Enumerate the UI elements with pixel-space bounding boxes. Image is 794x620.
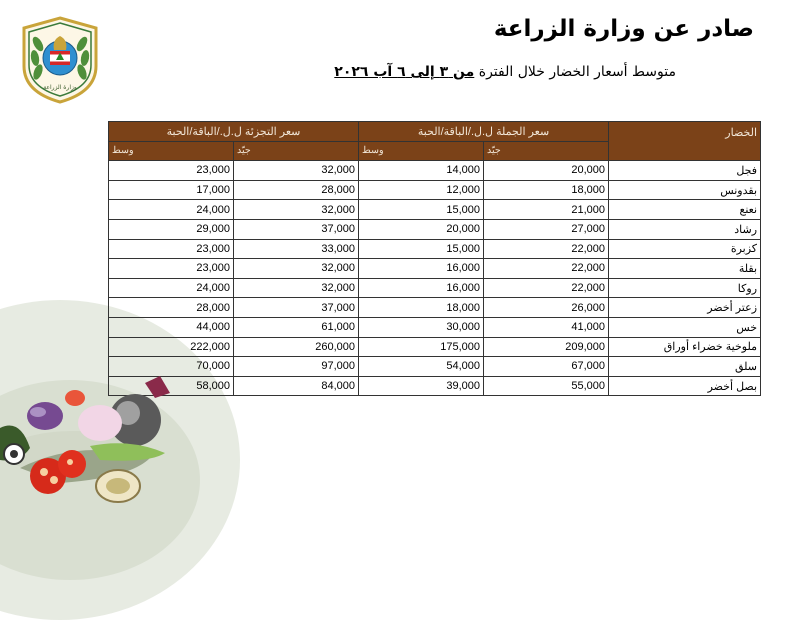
wholesale-medium-header: وسط bbox=[359, 141, 484, 161]
retail-good-header: جيّد bbox=[234, 141, 359, 161]
table-row bbox=[109, 298, 761, 318]
retail-price-header: سعر التجزئة ل.ل./الباقة/الحبة bbox=[109, 122, 359, 142]
table-row bbox=[109, 219, 761, 239]
logo-caption: وزارة الزراعة bbox=[43, 84, 77, 91]
retail-good-cell: 28,000 bbox=[234, 180, 359, 200]
table-group-header-row bbox=[109, 122, 761, 142]
vegetable-name-cell: بقلة bbox=[609, 259, 761, 279]
retail-good-cell: 33,000 bbox=[234, 239, 359, 259]
retail-medium-cell: 28,000 bbox=[109, 298, 234, 318]
vegetable-name-cell: كزبرة bbox=[609, 239, 761, 259]
vegetables-illustration bbox=[0, 368, 220, 536]
wholesale-medium-cell: 12,000 bbox=[359, 180, 484, 200]
table-row bbox=[109, 239, 761, 259]
wholesale-good-cell: 22,000 bbox=[484, 259, 609, 279]
table-row bbox=[109, 180, 761, 200]
retail-medium-cell: 23,000 bbox=[109, 259, 234, 279]
retail-medium-header: وسط bbox=[109, 141, 234, 161]
vegetable-name-cell: بصل أخضر bbox=[609, 376, 761, 396]
retail-good-cell: 37,000 bbox=[234, 219, 359, 239]
wholesale-good-cell: 21,000 bbox=[484, 200, 609, 220]
vegetable-name-cell: خس bbox=[609, 317, 761, 337]
page-title: صادر عن وزارة الزراعة bbox=[493, 16, 754, 42]
wholesale-good-header: جيّد bbox=[484, 141, 609, 161]
retail-medium-cell: 29,000 bbox=[109, 219, 234, 239]
table-row bbox=[109, 278, 761, 298]
vegetable-name-cell: ملوخية خضراء أوراق bbox=[609, 337, 761, 357]
vegetable-name-cell: زعتر أخضر bbox=[609, 298, 761, 318]
retail-medium-cell: 23,000 bbox=[109, 239, 234, 259]
retail-medium-cell: 17,000 bbox=[109, 180, 234, 200]
retail-medium-cell: 44,000 bbox=[109, 317, 234, 337]
wholesale-good-cell: 41,000 bbox=[484, 317, 609, 337]
retail-good-cell: 84,000 bbox=[234, 376, 359, 396]
wholesale-good-cell: 22,000 bbox=[484, 239, 609, 259]
wholesale-good-cell: 22,000 bbox=[484, 278, 609, 298]
retail-good-cell: 97,000 bbox=[234, 357, 359, 377]
wholesale-good-cell: 27,000 bbox=[484, 219, 609, 239]
table-row bbox=[109, 161, 761, 181]
wholesale-good-cell: 55,000 bbox=[484, 376, 609, 396]
retail-medium-cell: 24,000 bbox=[109, 278, 234, 298]
table-row bbox=[109, 337, 761, 357]
retail-good-cell: 32,000 bbox=[234, 200, 359, 220]
retail-good-cell: 37,000 bbox=[234, 298, 359, 318]
retail-medium-cell: 58,000 bbox=[109, 376, 234, 396]
retail-good-cell: 61,000 bbox=[234, 317, 359, 337]
retail-good-cell: 32,000 bbox=[234, 161, 359, 181]
vegetable-name-cell: بقدونس bbox=[609, 180, 761, 200]
wholesale-medium-cell: 16,000 bbox=[359, 278, 484, 298]
wholesale-medium-cell: 14,000 bbox=[359, 161, 484, 181]
wholesale-medium-cell: 54,000 bbox=[359, 357, 484, 377]
wholesale-medium-cell: 16,000 bbox=[359, 259, 484, 279]
table-row bbox=[109, 259, 761, 279]
vegetable-name-cell: سلق bbox=[609, 357, 761, 377]
retail-medium-cell: 23,000 bbox=[109, 161, 234, 181]
vegetable-name-cell: رشاد bbox=[609, 219, 761, 239]
wholesale-medium-cell: 30,000 bbox=[359, 317, 484, 337]
retail-good-cell: 260,000 bbox=[234, 337, 359, 357]
wholesale-good-cell: 67,000 bbox=[484, 357, 609, 377]
table-row bbox=[109, 200, 761, 220]
wholesale-medium-cell: 15,000 bbox=[359, 200, 484, 220]
retail-medium-cell: 222,000 bbox=[109, 337, 234, 357]
retail-good-cell: 32,000 bbox=[234, 278, 359, 298]
vegetable-name-cell: فجل bbox=[609, 161, 761, 181]
wholesale-medium-cell: 175,000 bbox=[359, 337, 484, 357]
prices-table bbox=[108, 121, 761, 396]
ministry-logo bbox=[14, 14, 106, 106]
vegetable-name-cell: نعنع bbox=[609, 200, 761, 220]
subtitle-prefix: متوسط أسعار الخضار خلال الفترة bbox=[478, 64, 676, 80]
wholesale-medium-cell: 20,000 bbox=[359, 219, 484, 239]
page-subtitle bbox=[334, 64, 676, 80]
vegetable-column-header: الخضار bbox=[609, 122, 761, 161]
vegetable-name-cell: روكا bbox=[609, 278, 761, 298]
wholesale-medium-cell: 18,000 bbox=[359, 298, 484, 318]
subtitle-period: من ٣ إلى ٦ آب ٢٠٢٦ bbox=[334, 64, 475, 80]
wholesale-good-cell: 20,000 bbox=[484, 161, 609, 181]
retail-good-cell: 32,000 bbox=[234, 259, 359, 279]
retail-medium-cell: 24,000 bbox=[109, 200, 234, 220]
table-row bbox=[109, 317, 761, 337]
wholesale-medium-cell: 39,000 bbox=[359, 376, 484, 396]
wholesale-good-cell: 209,000 bbox=[484, 337, 609, 357]
retail-medium-cell: 70,000 bbox=[109, 357, 234, 377]
wholesale-price-header: سعر الجملة ل.ل./الباقة/الحبة bbox=[359, 122, 609, 142]
wholesale-good-cell: 18,000 bbox=[484, 180, 609, 200]
wholesale-good-cell: 26,000 bbox=[484, 298, 609, 318]
wholesale-medium-cell: 15,000 bbox=[359, 239, 484, 259]
